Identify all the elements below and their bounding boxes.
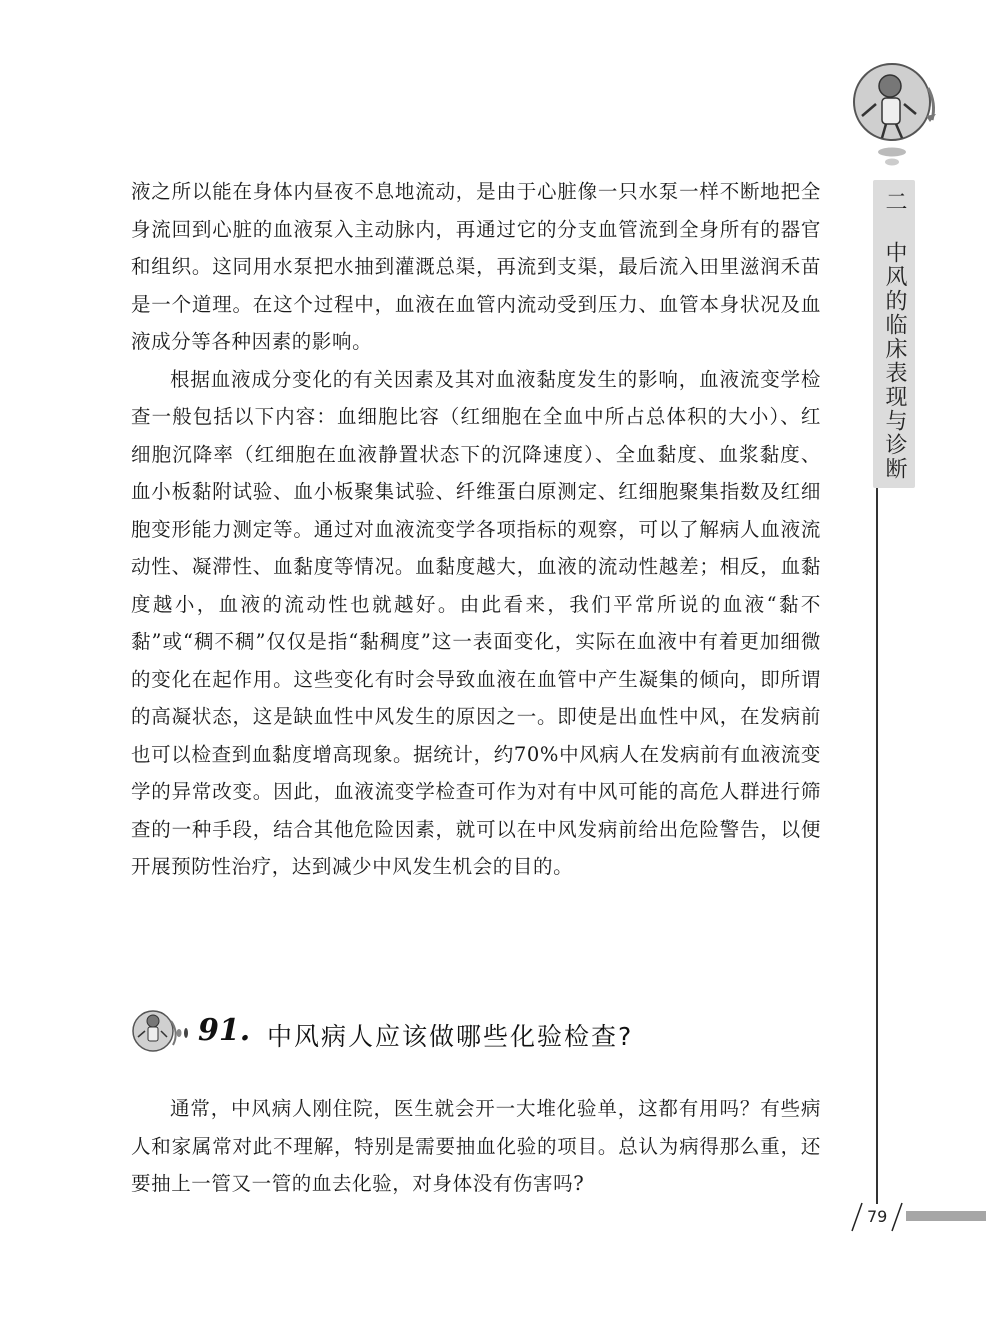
section-number: 91.: [198, 1013, 251, 1048]
page-footer: [848, 1200, 986, 1234]
chapter-title: 中风的临床表现与诊断: [882, 241, 907, 481]
body-text-bottom: [131, 1090, 821, 1203]
section-title: 中风病人应该做哪些化验检查?: [267, 1022, 634, 1051]
body-text-top: [131, 173, 821, 886]
paragraph: 通常，中风病人刚住院，医生就会开一大堆化验单，这都有用吗？有些病人和家属常对此不理解，特别是需要抽血化验的项目。总认为病得那么重，还要抽上一管又一管的血去化验，对身体没有伤害吗?: [131, 1097, 821, 1195]
slash-right-icon: [888, 1202, 908, 1232]
paragraph: 根据血液成分变化的有关因素及其对血液黏度发生的影响，血液流变学检查一般包括以下内容：血细胞比容（红细胞在全血中所占总体积的大小）、红细胞沉降率（红细胞在血液静置状态下的沉降速度）、全血黏度、血浆黏度、血小板黏附试验、血小板聚集试验、纤维蛋白原测定、红细胞聚集指数及红细胞变形能力测定等。通过对血液流变学各项指标的观察，可以了解病人血液流动性、凝滞性、血黏度等情况。血黏度越大，血液的流动性越差；相反，血黏度越小，血液的流动性也就越好。由此看来，我们平常所说的血液“黏不黏”或“稠不稠”仅仅是指“黏稠度”这一表面变化，实际在血液中有着更加细微的变化在起作用。这些变化有时会导致血液在血管中产生凝集的倾向，即所谓的高凝状态，这是缺血性中风发生的原因之一。即使是出血性中风，在发病前也可以检查到血黏度增高现象。据统计，约70%中风病人在发病前有血液流变学的异常改变。因此，血液流变学检查可作为对有中风可能的高危人群进行筛查的一种手段，结合其他危险因素，就可以在中风发病前给出危险警告，以便开展预防性治疗，达到减少中风发生机会的目的。: [131, 367, 821, 878]
chapter-number: 二: [882, 190, 907, 214]
margin-rule: [876, 488, 878, 1204]
doctor-figure-icon: [846, 58, 946, 168]
doctor-figure-small-icon: [131, 1007, 191, 1059]
chapter-heading: [873, 190, 915, 481]
chapter-tab: [873, 180, 915, 488]
page-bar: [906, 1211, 986, 1221]
section-heading: [131, 1007, 831, 1059]
page-number: 79: [867, 1207, 888, 1226]
paragraph: 液之所以能在身体内昼夜不息地流动，是由于心脏像一只水泵一样不断地把全身流回到心脏的血液泵入主动脉内，再通过它的分支血管流到全身所有的器官和组织。这同用水泵把水抽到灌溉总渠，再流到支渠，最后流入田里滋润禾苗是一个道理。在这个过程中，血液在血管内流动受到压力、血管本身状况及血液成分等各种因素的影响。: [131, 180, 821, 353]
slash-left-icon: [848, 1202, 868, 1232]
